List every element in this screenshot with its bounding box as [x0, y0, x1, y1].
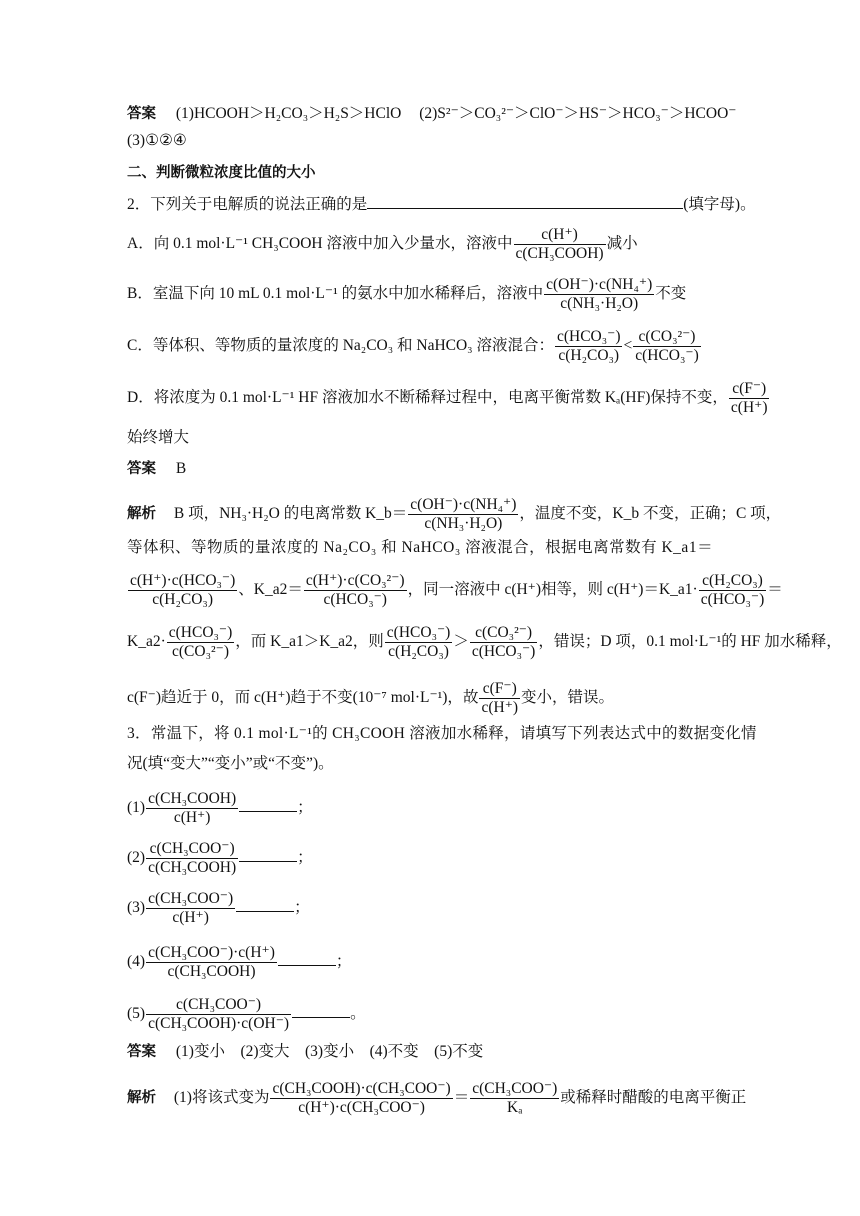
fraction-denominator: c(H₂CO₃)	[388, 643, 449, 660]
fraction-denominator: c(HCO₃⁻)	[323, 591, 387, 608]
analysis-fraction	[408, 496, 518, 533]
answer-label: 答案	[127, 1044, 156, 1060]
item-label: (5)	[127, 1005, 146, 1023]
analysis-fraction	[167, 624, 235, 661]
fraction-numerator: c(F⁻)	[479, 680, 520, 699]
comparison-operator: ＞	[453, 633, 469, 651]
analysis-fraction	[470, 1080, 559, 1117]
analysis-fraction	[699, 572, 767, 609]
fraction-numerator: c(CH₃COOH)·c(CH₃COO⁻)	[272, 1080, 451, 1097]
item-end: ；	[297, 799, 313, 817]
analysis-fraction	[385, 624, 453, 661]
fraction-numerator: c(CH₃COO⁻)·c(H⁺)	[148, 944, 275, 961]
analysis-text: ＝	[453, 1089, 470, 1107]
option-a	[127, 226, 638, 263]
fraction-numerator: c(HCO₃⁻)	[168, 624, 233, 641]
answer-blank	[367, 194, 683, 209]
fraction-numerator: c(CH₃COOH)	[148, 790, 237, 807]
answer-blank	[239, 797, 297, 812]
question-3-stem-2: 况(填“变大”“变小”或“不变”)。	[127, 755, 334, 772]
analysis-fraction	[128, 572, 237, 609]
analysis-text: 变小，错误。	[521, 689, 615, 707]
answer-value: (1)变小 (2)变大 (3)变小 (4)不变 (5)不变	[175, 1043, 484, 1060]
option-b	[127, 276, 686, 313]
fraction-denominator: c(H⁺)	[173, 809, 211, 826]
analysis-text: 、K_a2＝	[238, 581, 303, 599]
analysis-text: ，而 K_a1＞K_a2，则	[235, 633, 384, 651]
fraction-denominator: c(HCO₃⁻)	[700, 591, 765, 608]
option-b-tail: 不变	[655, 285, 687, 303]
option-a-tail: 减小	[606, 235, 638, 253]
fraction-denominator: c(CH₃COOH)	[148, 859, 237, 876]
fraction-numerator: c(HCO₃⁻)	[386, 624, 451, 641]
question-2-text: 2．下列关于电解质的说法正确的是	[127, 196, 368, 213]
item-fraction	[146, 840, 238, 877]
fraction-numerator: c(CH₃COO⁻)	[148, 890, 234, 907]
option-d-tail: 始终增大	[127, 429, 190, 446]
question-3-item-1	[127, 790, 313, 827]
fraction-denominator: c(HCO₃⁻)	[471, 643, 536, 660]
fraction-denominator: Kₐ	[507, 1099, 523, 1116]
analysis-fraction	[470, 624, 538, 661]
item-label: (2)	[127, 849, 146, 867]
analysis-text: (1)将该式变为	[173, 1089, 270, 1107]
answer-value: B	[175, 460, 187, 477]
question-2-tail: (填字母)。	[683, 196, 756, 213]
item-fraction	[146, 790, 238, 827]
section-title: 二、判断微粒浓度比值的大小	[127, 165, 316, 181]
answer-part-2: (2)S²⁻＞CO₃²⁻＞ClO⁻＞HS⁻＞HCO₃⁻＞HCOO⁻	[419, 105, 737, 122]
analysis-2-line-4	[127, 624, 842, 661]
analysis-fraction	[304, 572, 407, 609]
fraction-numerator: c(HCO₃⁻)	[556, 328, 621, 345]
analysis-text: ，温度不变，K_b 不变，正确；C 项，	[519, 505, 782, 523]
analysis-3-line-1	[127, 1080, 746, 1117]
answer-blank	[236, 897, 294, 912]
analysis-text: B 项，NH₃·H₂O 的电离常数 K_b＝	[173, 505, 408, 523]
fraction-denominator: c(NH₃·H₂O)	[560, 295, 639, 312]
fraction-denominator: c(CO₃²⁻)	[172, 643, 229, 660]
analysis-text: ，同一溶液中 c(H⁺)相等，则 c(H⁺)＝K_a1·	[407, 581, 698, 599]
item-end: ；	[294, 899, 310, 917]
fraction-denominator: c(CH₃COOH)	[167, 963, 256, 980]
fraction-numerator: c(CH₃COO⁻)	[472, 1080, 558, 1097]
fraction-denominator: c(H⁺)	[730, 399, 768, 416]
fraction-denominator: c(H⁺)	[481, 699, 519, 716]
item-end: 。	[350, 1005, 366, 1023]
analysis-2-line-3	[127, 572, 783, 609]
fraction-denominator: c(H⁺)	[172, 909, 209, 926]
fraction-numerator: c(H⁺)·c(CO₃²⁻)	[305, 572, 405, 589]
analysis-text: K_a2·	[127, 633, 166, 651]
option-c	[127, 328, 702, 365]
item-fraction	[146, 996, 291, 1033]
fraction-denominator: c(H⁺)·c(CH₃COO⁻)	[298, 1099, 425, 1116]
answer-label: 答案	[127, 106, 156, 122]
item-label: (3)	[127, 899, 146, 917]
analysis-fraction	[479, 680, 520, 717]
analysis-label: 解析	[127, 506, 156, 523]
analysis-text: 或稀释时醋酸的电离平衡正	[560, 1089, 747, 1107]
analysis-text: c(F⁻)趋近于 0，而 c(H⁺)趋于不变(10⁻⁷ mol·L⁻¹)，故	[127, 689, 479, 707]
answer-label: 答案	[127, 461, 156, 477]
item-fraction	[146, 890, 235, 927]
question-3-item-4	[127, 944, 351, 981]
option-a-text: A．向 0.1 mol·L⁻¹ CH₃COOH 溶液中加入少量水，溶液中	[127, 235, 513, 253]
analysis-2-line-5	[127, 680, 614, 717]
answer-blank	[239, 847, 297, 862]
option-a-fraction	[514, 226, 606, 263]
option-c-text: C．等体积、等物质的量浓度的 Na₂CO₃ 和 NaHCO₃ 溶液混合：	[127, 337, 554, 355]
analysis-text: ，错误；D 项，0.1 mol·L⁻¹的 HF 加水稀释，	[538, 633, 842, 651]
question-3-item-5	[127, 996, 366, 1033]
item-end: ；	[335, 953, 352, 971]
option-c-fraction-2	[633, 328, 701, 365]
fraction-denominator: c(HCO₃⁻)	[635, 347, 699, 364]
fraction-numerator: c(CO₃²⁻)	[633, 328, 701, 347]
answer-part-1: (1)HCOOH＞H₂CO₃＞H₂S＞HClO	[175, 105, 402, 122]
answer-3-line	[127, 1042, 483, 1062]
fraction-numerator: c(CO₃²⁻)	[470, 624, 538, 643]
question-3-item-3	[127, 890, 310, 927]
item-fraction	[146, 944, 277, 981]
option-d	[127, 380, 770, 417]
fraction-numerator: c(CH₃COO⁻)	[146, 996, 291, 1015]
fraction-numerator: c(OH⁻)·c(NH₄⁺)	[546, 276, 653, 293]
fraction-numerator: c(F⁻)	[729, 380, 770, 399]
item-end: ；	[297, 849, 313, 867]
option-b-fraction	[544, 276, 654, 313]
question-3-stem-1: 3．常温下，将 0.1 mol·L⁻¹的 CH₃COOH 溶液加水稀释，请填写下列表达式中的数据变化情	[127, 725, 757, 742]
fraction-numerator: c(H₂CO₃)	[699, 572, 767, 591]
answer-blank	[278, 951, 336, 966]
answer-1-line	[127, 104, 736, 124]
option-b-text: B．室温下向 10 mL 0.1 mol·L⁻¹ 的氨水中加水稀释后，溶液中	[127, 285, 544, 303]
analysis-2-line-1	[127, 496, 781, 533]
fraction-numerator: c(CH₃COO⁻)	[146, 840, 238, 859]
analysis-2-line-2: 等体积、等物质的量浓度的 Na₂CO₃ 和 NaHCO₃ 溶液混合，根据电离常数有 K_a1＝	[127, 539, 714, 556]
analysis-label: 解析	[127, 1090, 156, 1107]
analysis-fraction	[270, 1080, 452, 1117]
question-2-stem	[127, 194, 756, 215]
option-d-fraction	[729, 380, 770, 417]
item-label: (4)	[127, 953, 146, 971]
fraction-numerator: c(H⁺)	[514, 226, 606, 245]
option-c-fraction-1	[555, 328, 623, 365]
question-3-item-2	[127, 840, 313, 877]
fraction-numerator: c(H⁺)·c(HCO₃⁻)	[130, 572, 236, 589]
comparison-operator: <	[623, 337, 633, 355]
item-label: (1)	[127, 799, 146, 817]
fraction-denominator: c(H₂CO₃)	[558, 347, 620, 364]
analysis-text: ＝	[767, 581, 783, 599]
option-d-text: D．将浓度为 0.1 mol·L⁻¹ HF 溶液加水不断稀释过程中，电离平衡常数 Kₐ(HF)保持不变，	[127, 389, 728, 407]
answer-2-line	[127, 459, 186, 479]
fraction-numerator: c(OH⁻)·c(NH₄⁺)	[410, 496, 517, 513]
fraction-denominator: c(H₂CO₃)	[152, 591, 213, 608]
fraction-denominator: c(CH₃COOH)	[515, 245, 604, 262]
answer-part-3: (3)①②④	[127, 132, 187, 149]
fraction-denominator: c(NH₃·H₂O)	[424, 515, 503, 532]
fraction-denominator: c(CH₃COOH)·c(OH⁻)	[148, 1015, 290, 1032]
answer-blank	[292, 1003, 350, 1018]
